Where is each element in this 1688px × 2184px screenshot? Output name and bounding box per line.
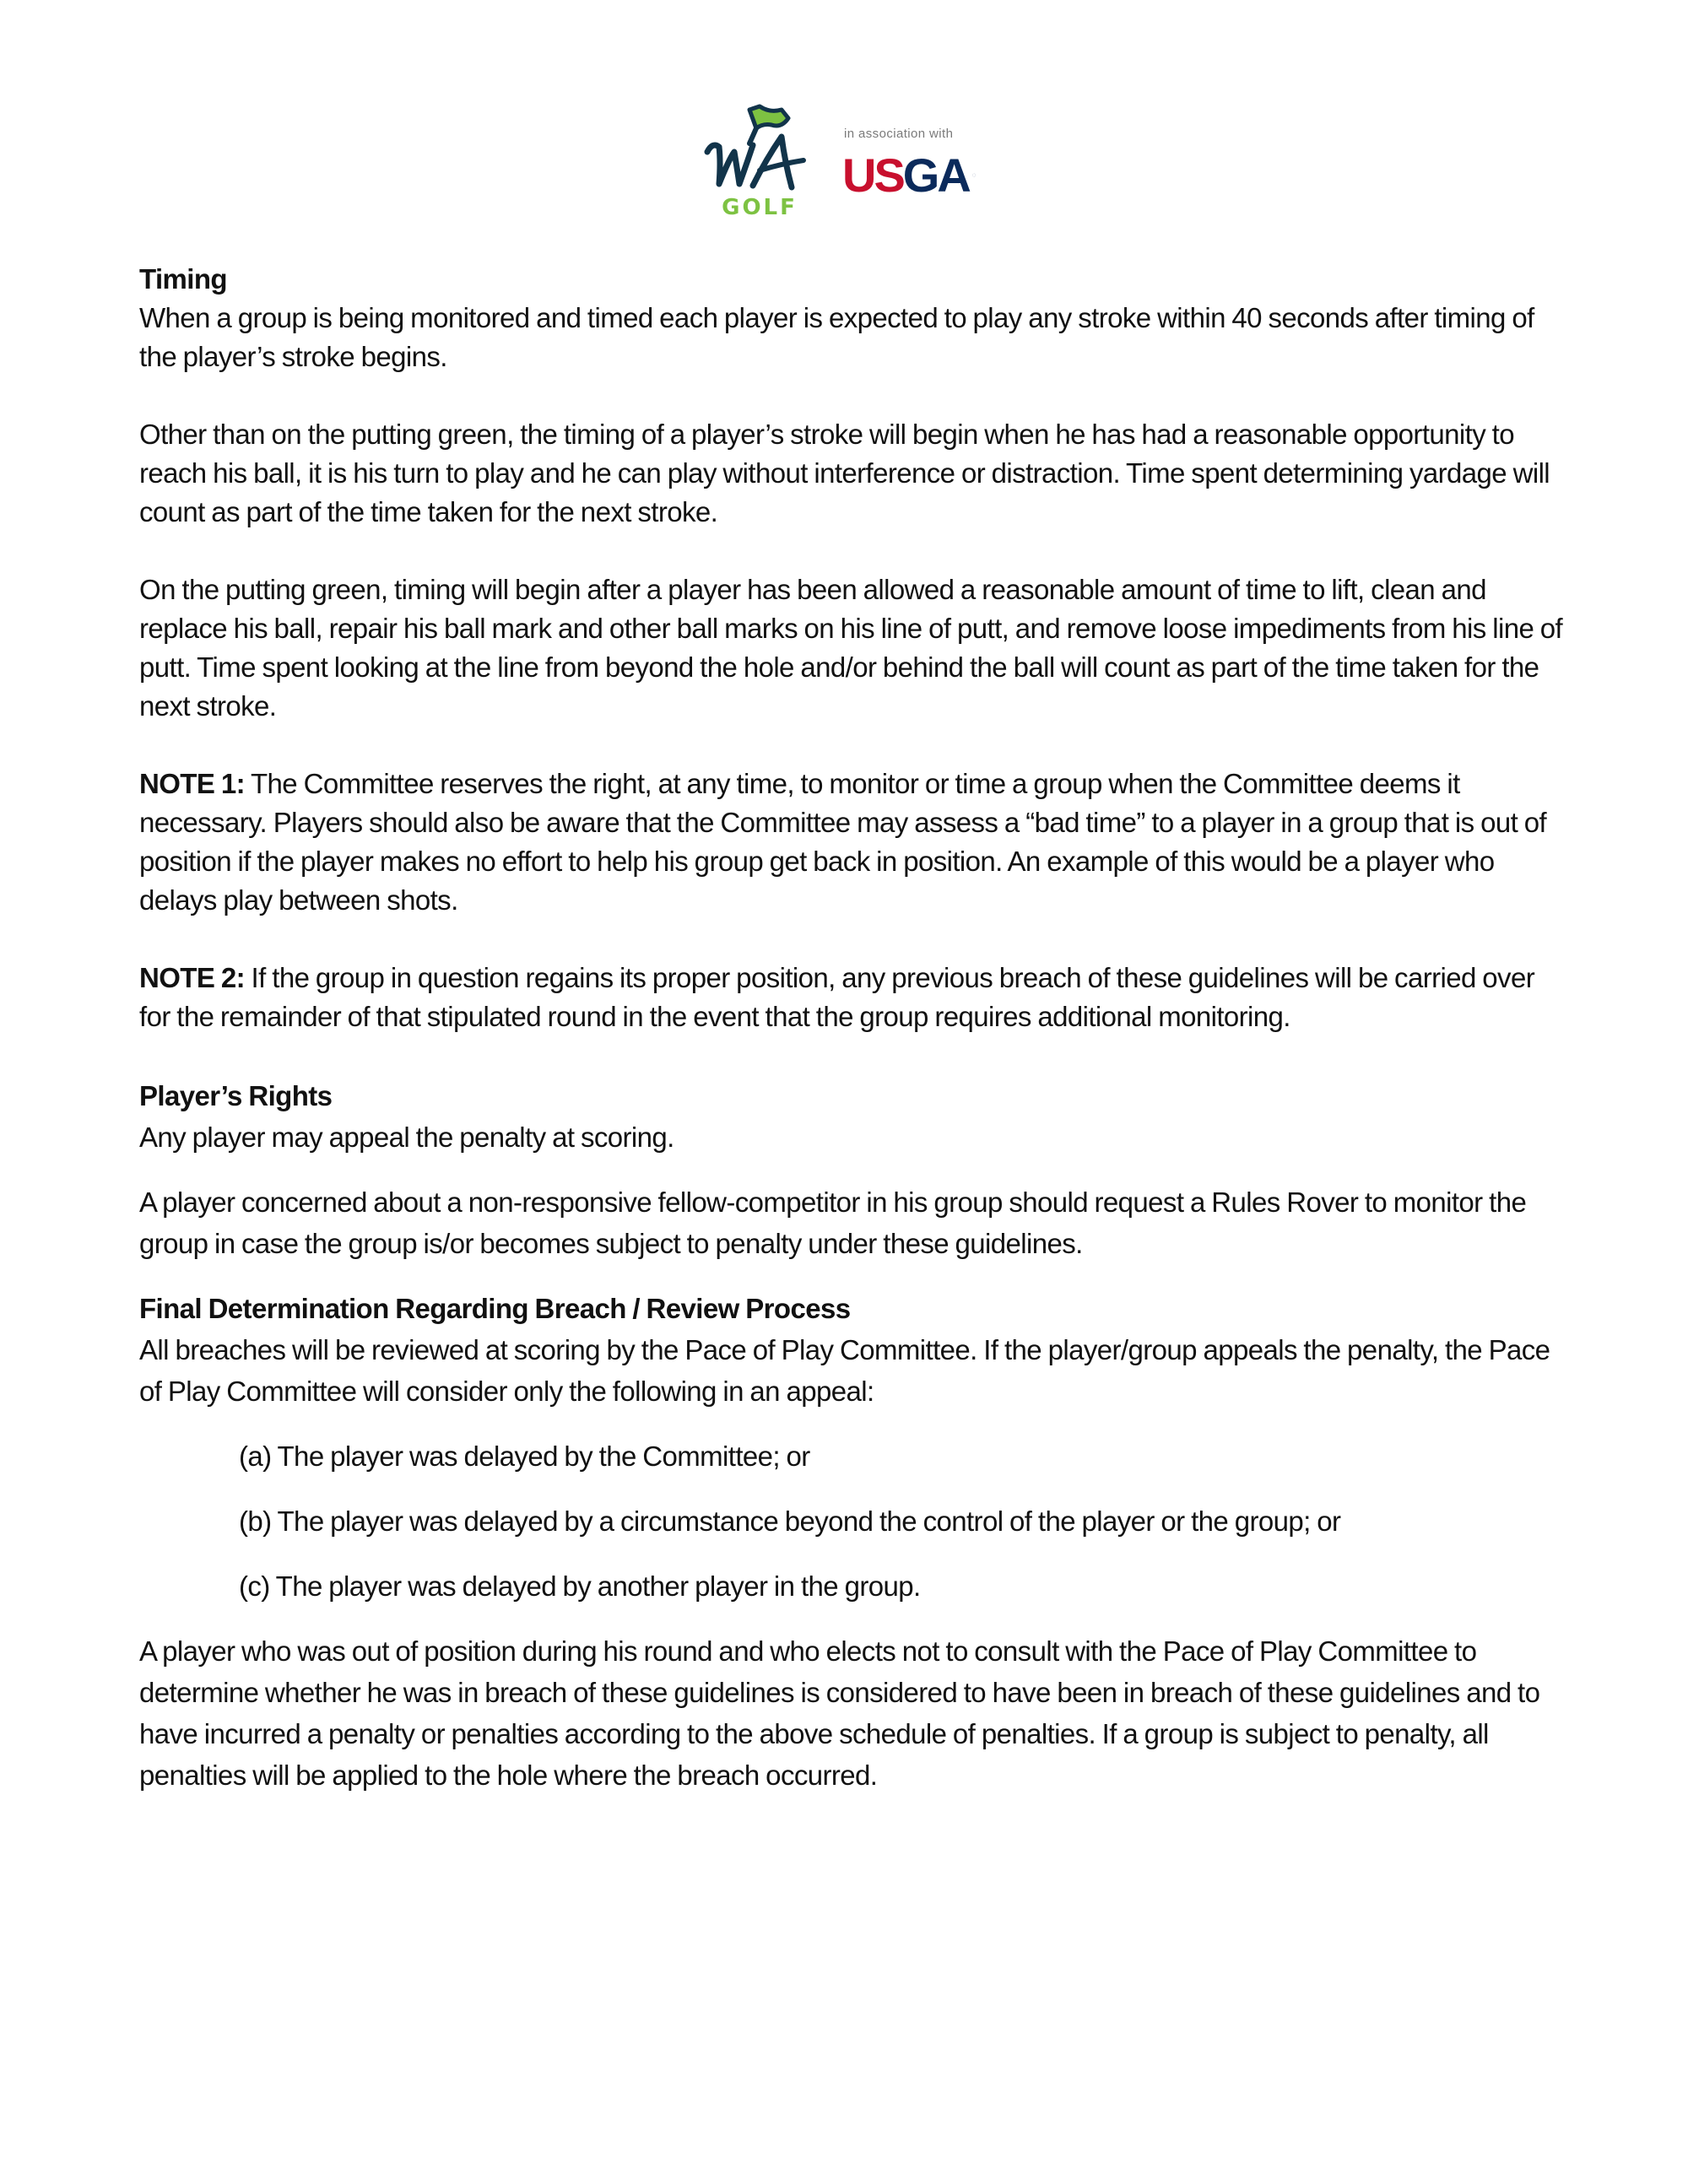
usga-logo-red: US [842, 149, 903, 202]
list-item: (a) The player was delayed by the Committee; or [239, 1441, 810, 1472]
list-item: (c) The player was delayed by another player in the group. [239, 1570, 921, 1602]
section-heading-players-rights: Player’s Rights [139, 1080, 333, 1111]
paragraph: On the putting green, timing will begin after a player has been allowed a reasonable amount of time to lift, clean and replace his ball, repair his ball mark and other ball marks on his line of putt, and remove loose impediments from his line of putt. Time spent looking at the line from beyond the hole and/or behind the ball will count as part of the time taken for the next stroke. [139, 574, 1563, 722]
paragraph: Other than on the putting green, the timing of a player’s stroke will begin when he has had a reasonable opportunity to reach his ball, it is his turn to play and he can play without interference or distraction. Time spent determining yardage will count as part of the time taken for the next stroke. [139, 419, 1550, 527]
usga-logo-blue: GA [902, 149, 969, 202]
note-label: NOTE 2: [139, 962, 245, 993]
note-text: The Committee reserves the right, at any time, to monitor or time a group when the Committee deems it necessary. Players should also be aware that the Committee may assess a “bad time” to a player in a group that is out of position if the player makes no effort to help his group get back in position. An example of this would be a player who delays play between shots. [139, 768, 1547, 916]
association-text: in association with [844, 127, 954, 141]
paragraph: All breaches will be reviewed at scoring by the Pace of Play Committee. If the player/group appeals the penalty, the Pace of Play Committee will consider only the following in an appeal: [139, 1334, 1550, 1407]
note-1 [139, 765, 1566, 920]
note-label: NOTE 1: [139, 768, 245, 799]
section-heading-final-determination: Final Determination Regarding Breach / Review Process [139, 1293, 851, 1324]
note-text: If the group in question regains its proper position, any previous breach of these guidelines will be carried over for the remainder of that stipulated round in the event that the group requires additional monitoring. [139, 962, 1535, 1032]
paragraph: A player who was out of position during his round and who elects not to consult with the Pace of Play Committee to determine whether he was in breach of these guidelines is considered to have been in breach of these guidelines and to have incurred a penalty or penalties according to the above schedule of penalties. If a group is subject to penalty, all penalties will be applied to the hole where the breach occurred. [139, 1635, 1540, 1791]
paragraph: When a group is being monitored and timed each player is expected to play any stroke within 40 seconds after timing of the player’s stroke begins. [139, 302, 1534, 372]
header-logos [701, 100, 987, 222]
note-2 [139, 959, 1566, 1036]
usga-logo-icon [842, 149, 977, 202]
paragraph: Any player may appeal the penalty at scoring. [139, 1122, 674, 1153]
registered-mark-icon: ◌ [971, 171, 977, 179]
document-body [139, 260, 1566, 1796]
list-item: (b) The player was delayed by a circumstance beyond the control of the player or the group; or [239, 1506, 1341, 1537]
section-heading-timing: Timing [139, 263, 227, 295]
wa-golf-logo-icon [701, 100, 819, 218]
paragraph: A player concerned about a non-responsive fellow-competitor in his group should request a Rules Rover to monitor the group in case the group is/or becomes subject to penalty under these guidelines. [139, 1187, 1527, 1259]
wa-golf-subtext: GOLF [722, 195, 798, 218]
